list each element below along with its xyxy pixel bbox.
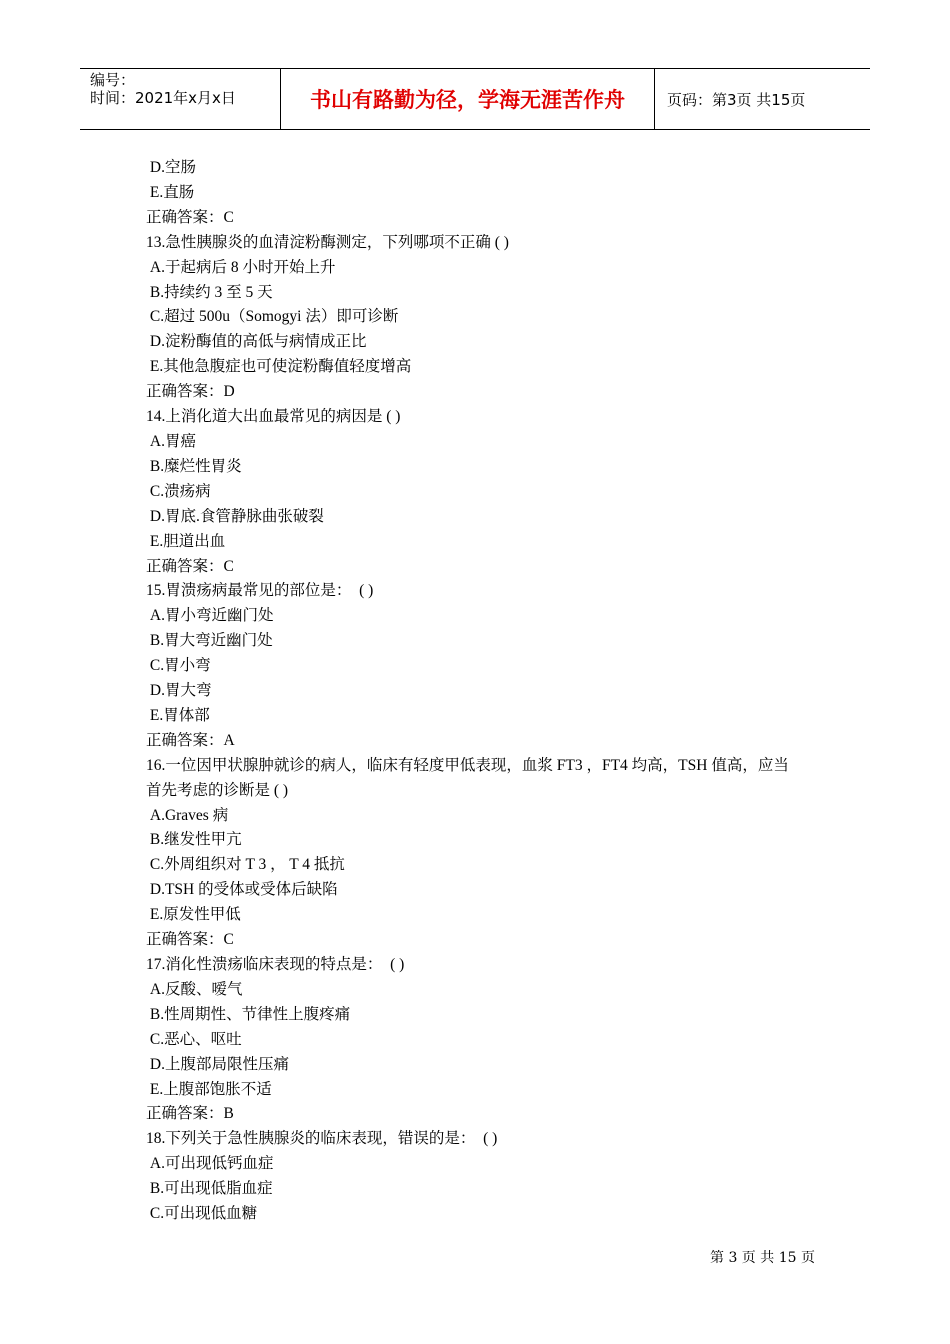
text-line: E.直肠 bbox=[146, 183, 195, 201]
page-header bbox=[80, 68, 870, 130]
option-line: D.胃底.食管静脉曲张破裂 bbox=[146, 507, 324, 525]
header-page-label: 页码：第3页 共15页 bbox=[667, 90, 806, 109]
option-line: D.胃大弯 bbox=[146, 682, 212, 700]
answer-line: 正确答案：B bbox=[146, 1105, 234, 1123]
option-line: B.持续约 3 至 5 天 bbox=[146, 283, 273, 301]
question-line: 14.上消化道大出血最常见的病因是 ( ) bbox=[146, 408, 401, 426]
option-line: D.TSH 的受体或受体后缺陷 bbox=[146, 881, 338, 899]
answer-line: 正确答案：C bbox=[146, 557, 234, 575]
header-page-info bbox=[655, 69, 870, 129]
option-line: B.继发性甲亢 bbox=[146, 831, 242, 849]
option-line: C.超过 500u（Somogyi 法）即可诊断 bbox=[146, 308, 399, 326]
option-line: E.原发性甲低 bbox=[146, 906, 241, 924]
option-line: A.可出现低钙血症 bbox=[146, 1155, 274, 1173]
document-time-label: 时间：2021年x月x日 bbox=[90, 89, 236, 107]
question-line: 17.消化性溃疡临床表现的特点是： ( ) bbox=[146, 956, 405, 973]
page-footer: 第 3 页 共 15 页 bbox=[710, 1250, 815, 1266]
option-line: C.可出现低血糖 bbox=[146, 1205, 258, 1223]
option-line: C.溃疡病 bbox=[146, 482, 211, 500]
option-line: A.胃癌 bbox=[146, 432, 196, 450]
option-line: A.Graves 病 bbox=[146, 806, 229, 824]
answer-line: 正确答案：C bbox=[146, 931, 234, 949]
option-line: C.恶心、呕吐 bbox=[146, 1030, 242, 1048]
document-number-label: 编号： bbox=[90, 71, 136, 89]
option-line: E.上腹部饱胀不适 bbox=[146, 1080, 272, 1098]
option-line: E.胃体部 bbox=[146, 706, 210, 724]
option-line: B.可出现低脂血症 bbox=[146, 1180, 273, 1198]
option-line: A.反酸、嗳气 bbox=[146, 980, 243, 998]
option-line: B.胃大弯近幽门处 bbox=[146, 632, 273, 650]
question-line: 16.一位因甲状腺肿就诊的病人，临床有轻度甲低表现，血浆 FT3 ，FT4 均高，TSH 值高，应当 bbox=[146, 756, 789, 774]
question-line: 18.下列关于急性胰腺炎的临床表现，错误的是： ( ) bbox=[146, 1130, 498, 1148]
answer-line: 正确答案：D bbox=[146, 383, 235, 401]
option-line: A.于起病后 8 小时开始上升 bbox=[146, 258, 336, 276]
option-line: E.胆道出血 bbox=[146, 532, 226, 550]
option-line: C.胃小弯 bbox=[146, 657, 211, 675]
question-line-continued: 首先考虑的诊断是 ( ) bbox=[146, 781, 289, 799]
option-line: D.上腹部局限性压痛 bbox=[146, 1055, 289, 1073]
header-motto: 书山有路勤为径，学海无涯苦作舟 bbox=[281, 69, 655, 129]
question-line: 15.胃溃疡病最常见的部位是： ( ) bbox=[146, 582, 374, 600]
option-line: C.外周组织对 T 3 ， T 4 抵抗 bbox=[146, 856, 345, 874]
header-meta bbox=[80, 69, 281, 129]
option-line: B.性周期性、节律性上腹疼痛 bbox=[146, 1005, 351, 1023]
option-line: A.胃小弯近幽门处 bbox=[146, 607, 274, 625]
question-line: 13.急性胰腺炎的血清淀粉酶测定，下列哪项不正确 ( ) bbox=[146, 233, 509, 251]
option-line: B.糜烂性胃炎 bbox=[146, 457, 242, 475]
option-line: D.淀粉酶值的高低与病情成正比 bbox=[146, 333, 367, 351]
answer-line: 正确答案：C bbox=[146, 208, 234, 226]
text-line: D.空肠 bbox=[146, 159, 196, 176]
option-line: E.其他急腹症也可使淀粉酶值轻度增高 bbox=[146, 358, 412, 376]
answer-line: 正确答案：A bbox=[146, 731, 235, 749]
document-body bbox=[146, 156, 826, 1227]
